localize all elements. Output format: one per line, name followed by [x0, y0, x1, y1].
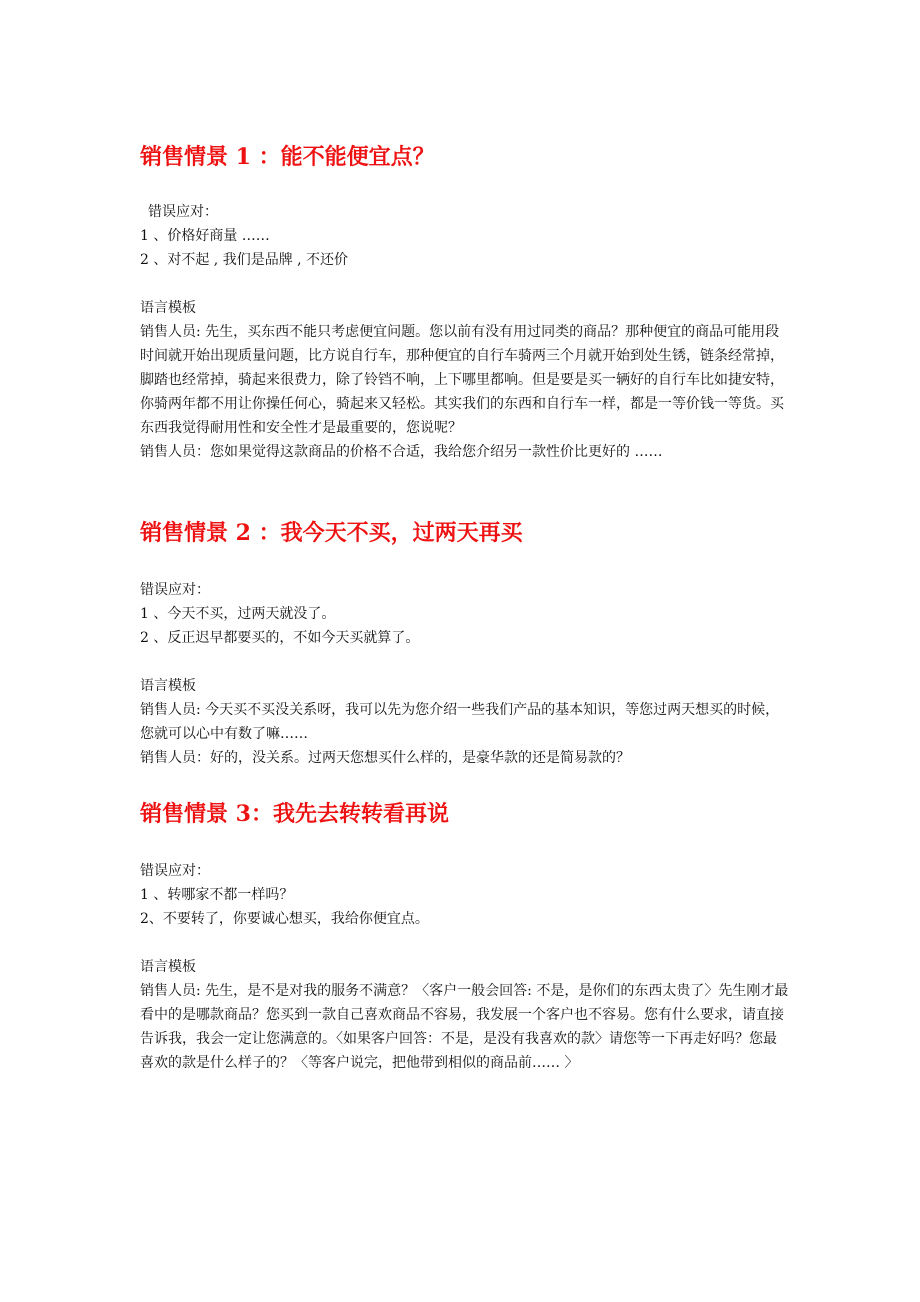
template-paragraph: 销售人员：您如果觉得这款商品的价格不合适，我给您介绍另一款性价比更好的 ……	[140, 444, 663, 460]
wrong-response-item: 2 、反正迟早都要买的，不如今天买就算了。	[140, 630, 420, 646]
template-paragraph: 销售人员：好的，没关系。过两天您想买什么样的，是豪华款的还是简易款的？	[140, 750, 630, 766]
scenario-heading: 销售情景 2 ：我今天不买，过两天再买	[140, 520, 523, 546]
template-paragraph: 销售人员: 今天买不买没关系呀，我可以先为您介绍一些我们产品的基本知识，等您过两天想买的时候，您就可以心中有数了嘛……	[140, 702, 780, 742]
wrong-response-item: 1 、价格好商量 ……	[140, 228, 270, 244]
section-scenario-3	[140, 799, 790, 1075]
wrong-response-item: 1 、今天不买，过两天就没了。	[140, 606, 336, 622]
scenario-heading: 销售情景 1 ：能不能便宜点？	[140, 144, 435, 170]
template-paragraph: 销售人员: 先生，是不是对我的服务不满意？〈客户一般会回答: 不是，是你们的东西太贵了〉先生刚才最看中的是哪款商品？您买到一款自己喜欢商品不容易，我发展一个客户也不容易。您有什么要求，请直接告诉我，我会一定让您满意的。〈如果客户回答：不是，是没有我喜欢的款〉请您等一下再走好吗？您最喜欢的款是什么样子的？〈等客户说完，把他带到相似的商品前…… 〉	[140, 983, 789, 1071]
wrong-response-item: 2、不要转了，你要诚心想买，我给你便宜点。	[140, 911, 429, 927]
language-template-label: 语言模板	[140, 678, 196, 694]
section-scenario-2	[140, 518, 790, 770]
wrong-response-label: 错误应对：	[140, 863, 210, 879]
wrong-response-item: 2 、对不起 , 我们是品牌 , 不还价	[140, 252, 349, 268]
language-template-label: 语言模板	[140, 959, 196, 975]
wrong-response-item: 1 、转哪家不都一样吗？	[140, 887, 294, 903]
wrong-response-label: 错误应对：	[148, 204, 218, 220]
language-template-label: 语言模板	[140, 300, 196, 316]
template-paragraph: 销售人员: 先生，买东西不能只考虑便宜问题。您以前有没有用过同类的商品？那种便宜的商品可能用段时间就开始出现质量问题，比方说自行车，那种便宜的自行车骑两三个月就开始到处生锈，链条经常掉，脚踏也经常掉，骑起来很费力，除了铃铛不响，上下哪里都响。但是要是买一辆好的自行车比如捷安特，你骑两年都不用让你操任何心，骑起来又轻松。其实我们的东西和自行车一样，都是一等价钱一等货。买东西我觉得耐用性和安全性才是最重要的，您说呢？	[140, 324, 784, 436]
wrong-response-label: 错误应对：	[140, 582, 210, 598]
scenario-heading: 销售情景 3：我先去转转看再说	[140, 801, 449, 827]
section-scenario-1	[140, 142, 790, 464]
